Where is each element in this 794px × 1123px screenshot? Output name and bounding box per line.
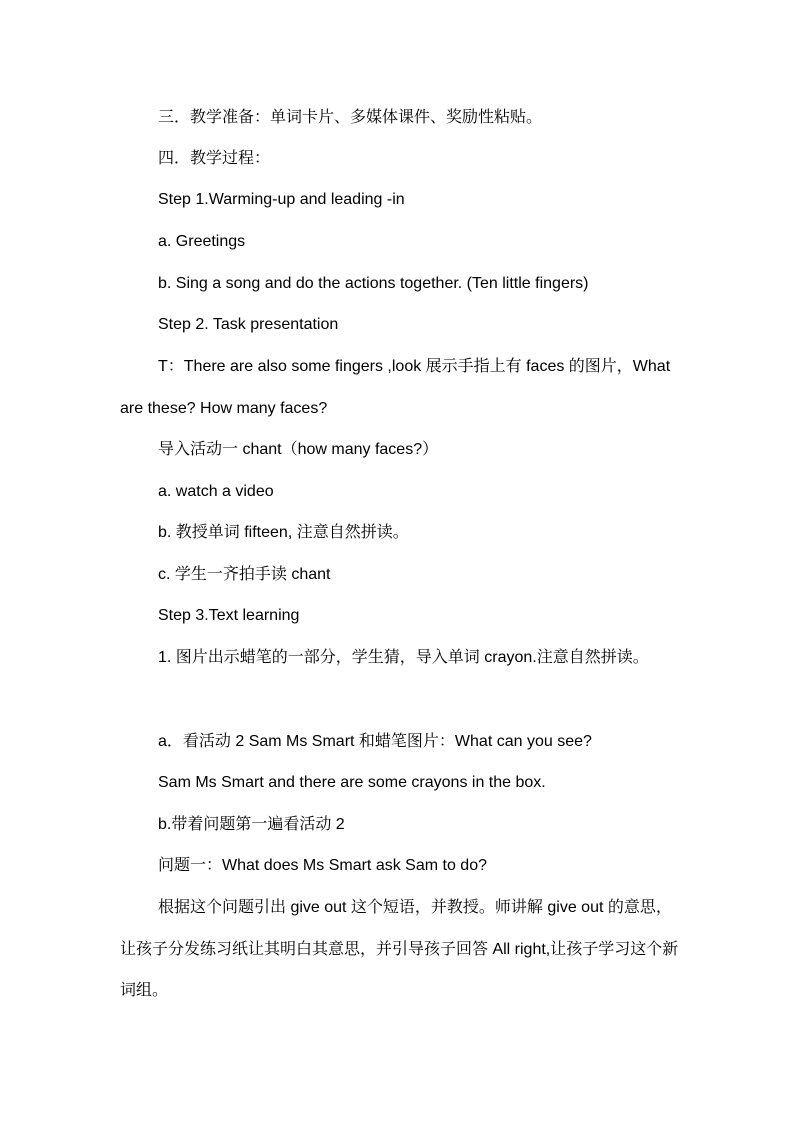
- paragraph-question-one: 问题一：What does Ms Smart ask Sam to do?: [158, 857, 487, 874]
- paragraph-teach-fifteen: b. 教授单词 fifteen, 注意自然拼读。: [158, 524, 409, 541]
- paragraph-activity2-look: a．看活动 2 Sam Ms Smart 和蜡笔图片：What can you see?: [158, 733, 592, 750]
- paragraph-watch-video: a. watch a video: [158, 483, 274, 500]
- paragraph-step1-heading: Step 1.Warming-up and leading -in: [158, 191, 405, 208]
- paragraph-sing-song: b. Sing a song and do the actions together. (Ten little fingers): [158, 275, 589, 292]
- paragraph-teacher-fingers: T：There are also some fingers ,look 展示手指上有 faces 的图片，What are these? How many faces?: [120, 358, 671, 417]
- paragraph-greetings: a. Greetings: [158, 233, 246, 250]
- paragraph-give-out: 根据这个问题引出 give out 这个短语，并教授。师讲解 give out 的意思，让孩子分发练习纸让其明白其意思，并引导孩子回答 All right,让孩子学习这个新词组。: [120, 899, 679, 999]
- paragraph-teaching-process-heading: 四．教学过程：: [158, 150, 271, 167]
- paragraph-chant-intro: 导入活动一 chant（how many faces?）: [158, 441, 439, 458]
- paragraph-step3-heading: Step 3.Text learning: [158, 607, 300, 624]
- paragraph-teaching-preparation: 三．教学准备：单词卡片、多媒体课件、奖励性粘贴。: [158, 109, 543, 126]
- paragraph-crayons-box: Sam Ms Smart and there are some crayons in the box.: [158, 774, 546, 791]
- paragraph-clap-chant: c. 学生一齐拍手读 chant: [158, 566, 331, 583]
- paragraph-crayon-picture: 1. 图片出示蜡笔的一部分，学生猜，导入单词 crayon.注意自然拼读。: [158, 649, 649, 666]
- paragraph-step2-heading: Step 2. Task presentation: [158, 316, 339, 333]
- paragraph-watch-activity2: b.带着问题第一遍看活动 2: [158, 816, 345, 833]
